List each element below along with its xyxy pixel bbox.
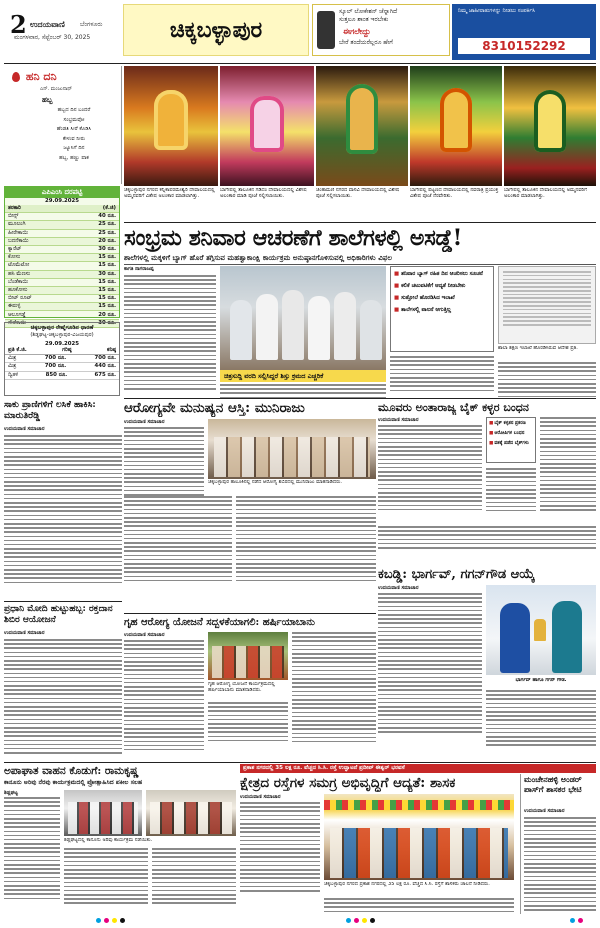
registration-dot <box>370 918 375 923</box>
highlight-item: ■ ಶನಿವಾರ ಬ್ಯಾಗ್ ರಹಿತ ದಿನ ಆಚರಿಸಲು ಸೂಚನೆ <box>394 271 483 277</box>
registration-dot <box>96 918 101 923</box>
bullet-icon: ■ <box>394 271 400 277</box>
apmc-row <box>5 279 119 287</box>
goddess-photo-5 <box>504 66 596 186</box>
apmc-price: 15 ರೂ. <box>98 278 116 285</box>
apmc-price: 15 ರೂ. <box>98 286 116 293</box>
photo-caption-5: ಬಾಗೇಪಲ್ಲಿ ತಾಲೂಕಿನ ದೇವಾಲಯದಲ್ಲಿ ಅಮ್ಮನವರಿಗೆ ಅಲಂಕಾರ ಮಾಡಲಾಗಿತ್ತು. <box>504 188 587 199</box>
lead-rule <box>124 264 596 265</box>
silk-cell-max: 700 ರೂ. <box>44 363 67 370</box>
apmc-item: ಹಸಿ ಮೆಣಸು <box>8 270 31 277</box>
arrest-highlight-item: ■ ಬೈಕ್ ಕಳ್ಳತನ ಪ್ರಕರಣ <box>489 421 526 426</box>
story-health-scheme-byline: ಉದಯವಾಣಿ ಸಮಾಚಾರ <box>124 632 165 638</box>
registration-dot <box>120 918 125 923</box>
masthead <box>0 0 600 68</box>
section-title: ಚಿಕ್ಕಬಳ್ಳಾಪುರ <box>169 18 263 43</box>
apmc-price: 15 ರೂ. <box>98 295 116 302</box>
photo-row <box>124 66 596 222</box>
highlight-item: ■ ಸುತ್ತೋಲೆ ಹೊರಡಿಸಿದ ಇಲಾಖೆ <box>394 295 455 301</box>
health-story-body-2 <box>124 496 232 581</box>
silk-cell-min: 675 ರೂ. <box>94 371 116 378</box>
honey-author: ಎನ್. ಮಂಜುನಾಥ್ <box>40 86 73 92</box>
apmc-price: 20 ರೂ. <box>98 237 116 244</box>
story-health-scheme-body-2 <box>208 702 288 741</box>
silk-table <box>4 319 120 396</box>
silk-header-cell: ಪ್ರತಿ ಕೆ.ಜಿ. <box>8 347 27 354</box>
story-kabaddi <box>378 566 596 750</box>
apmc-table <box>4 186 120 326</box>
apmc-item: ಸೌತೆಕಾಯಿ <box>8 319 27 326</box>
lead-highlights-box <box>390 266 494 352</box>
photo-caption-4: ಬಾಗೇಪಲ್ಲಿ ಪಟ್ಟಣದ ದೇವಾಲಯದಲ್ಲಿ ನವರಾತ್ರಿ ಪ್ರಯುಕ್ತ ವಿಶೇಷ ಪೂಜೆ ನೆರವೇರಿತು. <box>410 188 499 199</box>
page-number: 2 <box>10 10 27 39</box>
apmc-price: 25 ರೂ. <box>98 221 116 228</box>
silk-cell-name: ದ್ವಿತಳಿ <box>8 371 19 378</box>
deity-figure <box>250 96 284 152</box>
modi-top-rule <box>4 601 122 602</box>
apmc-item: ಬೀಟ್ ರೂಟ್ <box>8 295 32 302</box>
people-group <box>214 437 370 477</box>
story-underpass-headline: ಮಂಚೇನಹಳ್ಳಿ ಅಂಡರ್ ಪಾಸ್‌ಗೆ ಶಾಸಕರ ಭೇಟಿ <box>524 774 582 794</box>
highlight-item: ■ ಶಾಲೆಗಳಲ್ಲಿ ಪಾಲನೆ ಆಗುತ್ತಿಲ್ಲ <box>394 307 452 313</box>
registration-dot <box>354 918 359 923</box>
student-figure <box>360 300 382 360</box>
apmc-item: ಹೂಕೋಸು <box>8 286 28 293</box>
silk-cell-name: ಮಿಶ್ರ <box>8 355 17 362</box>
apmc-price: 15 ರೂ. <box>98 262 116 269</box>
story-mla <box>240 764 596 914</box>
arrest-highlight-item: ■ ವಶಕ್ಕೆ ಪಡೆದ ಬೈಕ್‌ಗಳು <box>489 441 529 446</box>
deity-figure <box>154 90 188 150</box>
bottom-section-rule <box>4 762 596 763</box>
apmc-row <box>5 213 119 221</box>
story-mla-body-2 <box>324 898 514 912</box>
trophy-icon <box>534 619 546 641</box>
story-health-body <box>124 427 204 496</box>
apmc-item: ಕ್ಯಾರೆಟ್ <box>8 246 22 253</box>
ramakrishna-photo-2 <box>146 790 236 836</box>
ad-line-1: ಸ್ಕೂಲ್‌ ಲೋಕೇಶನ್ ಚೆನ್ನಾಗಿದೆ <box>339 8 398 15</box>
story-arrest-body-2 <box>540 417 596 511</box>
student-figure <box>230 300 252 360</box>
document-text-lines <box>499 267 595 330</box>
apmc-rows <box>5 213 119 328</box>
honey-column <box>4 66 122 184</box>
poem-line: ಜ್ಯೂಸಿಗೆ ದಿನ <box>63 145 85 152</box>
silk-header-cell: ಕನಿಷ್ಠ <box>106 347 116 354</box>
apmc-price: 15 ರೂ. <box>98 303 116 310</box>
apmc-date: 29.09.2025 <box>44 198 80 204</box>
apmc-row <box>5 246 119 254</box>
silk-cell-name: ಮಿಶ್ರ <box>8 363 17 370</box>
people-group <box>150 802 232 834</box>
apmc-header-price: (ಕೆ.ಜಿ) <box>102 205 116 212</box>
story-kabaddi-headline: ಕಬಡ್ಡಿ: ಭಾರ್ಗವ್, ಗಗನ್‌ಗೌಡ ಆಯ್ಕೆ <box>378 567 535 582</box>
apmc-row <box>5 287 119 295</box>
story-modi <box>4 604 122 760</box>
apmc-item: ಆಲೂಗಡ್ಡೆ <box>8 311 26 318</box>
story-mla-body <box>240 802 320 892</box>
bullet-icon: ■ <box>489 421 494 426</box>
apmc-row <box>5 221 119 229</box>
apmc-row <box>5 238 119 246</box>
poem-line: ಹಬ್ಬದ ದಿನ ಬಂದರೆ <box>57 107 91 113</box>
apmc-item: ಈರುಳ್ಳಿ <box>8 303 21 310</box>
ad-line-4: ಬೇರೆ ತಂದೆಯರೆಲ್ಲರೂ ಹೇಗೆ <box>339 39 393 46</box>
story-ramakrishna-subheadline: ಕಾನೂನು ಅರಿವು ನೆರವು ಕಾರ್ಯಕ್ರಮದಲ್ಲಿ ಪ್ರೋತ್ಸಾಹಿಸಿದ ಪಕೀಲ ಸಲಹ <box>4 779 143 786</box>
apmc-row <box>5 262 119 270</box>
apmc-item: ಬೀನ್ಸ್ <box>8 213 19 220</box>
lead-headline: ಸಂಭ್ರಮ ಶನಿವಾರ ಆಚರಣೆಗೆ ಶಾಲೆಗಳಲ್ಲಿ ಅಸಡ್ಡೆ! <box>124 225 462 251</box>
road-inauguration-photo <box>324 794 514 880</box>
honey-logo-text: ಹನಿ ದನಿ <box>25 70 57 83</box>
apmc-price: 30 ರೂ. <box>98 246 116 253</box>
player-figure <box>500 603 530 673</box>
people-group <box>330 828 508 878</box>
apmc-price: 20 ರೂ. <box>98 311 116 318</box>
lead-story <box>124 266 596 396</box>
silk-cell-max: 700 ರೂ. <box>44 355 67 362</box>
story-underpass-byline: ಉದಯವಾಣಿ ಸಮಾಚಾರ <box>524 808 565 814</box>
arrest-story-body-4 <box>378 526 596 549</box>
poem-lines <box>30 106 118 164</box>
apmc-row <box>5 295 119 303</box>
story-ramakrishna <box>4 764 236 914</box>
story-mla-byline: ಉದಯವಾಣಿ ಸಮಾಚಾರ <box>240 794 281 800</box>
ramakrishna-photo-caption: ಶಿಡ್ಲಘಟ್ಟದಲ್ಲಿ ಕಾನೂನು ಅರಿವು ಕಾರ್ಯಕ್ರಮ ನಡೆಯಿತು. <box>64 838 153 843</box>
story-health-headline: ಆರೋಗ್ಯವೇ ಮನುಷ್ಯನ ಆಸ್ತಿ: ಮುನಿರಾಜು <box>124 400 305 416</box>
story-ramakrishna-body-2 <box>64 848 148 904</box>
lead-body <box>124 275 216 390</box>
apmc-row <box>5 311 119 319</box>
health-scheme-caption: ಗೃಹ ಆರೋಗ್ಯ ಯೋಜನೆ ಕಾರ್ಯಕ್ರಮದಲ್ಲಿ ಹರ್ಷಿಯಾಬಾನು ಮಾತನಾಡಿದರು. <box>208 682 275 693</box>
people-group <box>212 646 284 678</box>
registration-dot <box>578 918 583 923</box>
silk-cell-max: 850 ರೂ. <box>45 371 68 378</box>
lead-byline: ಕಾಗತಿ ನಾಗರಾಜಪ್ಪ <box>124 266 154 272</box>
arrest-highlight-item: ■ ಆರೋಪಿಗಳ ಬಂಧನ <box>489 431 525 436</box>
kabaddi-photo-caption: ಭಾರ್ಗವ್ ಹಾಗೂ ಗಗನ್ ಗೌಡ. <box>515 678 567 683</box>
story-arrest-byline: ಉದಯವಾಣಿ ಸಮಾಚಾರ <box>378 417 419 423</box>
story-modi-body <box>4 639 122 754</box>
poem-line: ಕೇಳುವ ನೀರು <box>62 135 86 142</box>
students-photo-caption: ಚಿತ್ರಸುದ್ದಿ ವರದಿ ಸಲ್ಲಿಸಿದ್ದರೆ ಶಿಸ್ತು ಕ್ರಮದ ಎಚ್ಚರಿಕೆ <box>220 370 386 382</box>
lead-body-col-4 <box>498 362 596 397</box>
left-story-headline: ಸಾಕು ಪ್ರಾಣಿಗಳಿಗೆ ಲಸಿಕೆ ಹಾಕಿಸಿ: ಮಾರುತಿರೆಡ್ಡಿ <box>4 400 96 421</box>
registration-dot <box>570 918 575 923</box>
goddess-photo-1 <box>124 66 218 186</box>
apmc-header-item: ತರಕಾರಿ <box>8 205 21 212</box>
story-ramakrishna-body-3 <box>152 848 236 904</box>
health-camp-caption: ಚಿಕ್ಕಬಳ್ಳಾಪುರ ತಾಲೂಕಿನಲ್ಲಿ ನಡೆದ ಆರೋಗ್ಯ ಶಿಬಿರದಲ್ಲಿ ಮುನಿರಾಜು ಮಾತನಾಡಿದರು. <box>208 480 342 485</box>
ad-phone-graphic <box>317 11 335 49</box>
section-title-box <box>123 4 309 56</box>
apmc-row <box>5 254 119 262</box>
silk-row <box>5 355 119 363</box>
story-ramakrishna-headline: ಅಪಾಘಾತ ವಾಹನ ಕೊಡುಗೆ: ರಾಮಕೃಷ್ಣ <box>4 765 139 777</box>
students-photo <box>220 266 386 370</box>
story-health-scheme <box>124 616 376 760</box>
apmc-price: 15 ರೂ. <box>98 254 116 261</box>
goddess-photo-2 <box>220 66 314 186</box>
ad-line-3: ಈಗಲೇದ್ದು <box>343 27 371 36</box>
lead-col-1 <box>124 266 216 396</box>
apmc-price: 30 ರೂ. <box>98 319 116 326</box>
story-arrest-body-1 <box>378 425 482 510</box>
apmc-row <box>5 271 119 279</box>
apmc-price: 40 ರೂ. <box>98 213 116 220</box>
health-camp-photo <box>208 419 376 479</box>
story-arrest-headline: ಮೂವರು ಅಂತಾರಾಜ್ಯ ಬೈಕ್ ಕಳ್ಳರ ಬಂಧನ <box>378 401 529 414</box>
flower-garland <box>324 800 514 810</box>
story-underpass-body <box>524 817 596 911</box>
ad-line-2: ಸುತ್ತಲೂ ಶಾಂತ ಇರಬೇಕು <box>339 16 389 23</box>
highlight-item: ■ ಕಲಿಕೆ ಚಟುವಟಿಕೆಗೆ ಆದ್ಯತೆ ನೀಡಬೇಕು <box>394 283 466 289</box>
registration-dot <box>362 918 367 923</box>
order-document-image <box>498 266 596 344</box>
story-mla-headline: ಕ್ಷೇತ್ರದ ರಸ್ತೆಗಳ ಸಮಗ್ರ ಅಭಿವೃದ್ಧಿಗೆ ಆದ್ಯತೆ: ಶಾಸಕ <box>240 775 456 791</box>
ad-2-phone: 8310152292 <box>458 38 590 54</box>
story-health-byline: ಉದಯವಾಣಿ ಸಮಾಚಾರ <box>124 419 165 425</box>
player-figure <box>552 601 582 673</box>
registration-dot <box>112 918 117 923</box>
story-ramakrishna-body <box>4 797 60 899</box>
story-arrest-body-3 <box>486 468 536 511</box>
registration-marks <box>0 916 600 926</box>
header-ad-2 <box>452 4 596 60</box>
left-story-byline: ಉದಯವಾಣಿ ಸಮಾಚಾರ <box>4 426 45 432</box>
silk-cell-min: 700 ರೂ. <box>94 355 116 362</box>
bullet-icon: ■ <box>489 431 494 436</box>
people-group <box>68 802 138 834</box>
apmc-item: ಟೊಮೆಟೋ <box>8 262 30 269</box>
registration-dot <box>346 918 351 923</box>
silk-row <box>5 372 119 380</box>
story-kabaddi-byline: ಉದಯವಾಣಿ ಸಮಾಚಾರ <box>378 585 419 591</box>
photo-row-rule <box>124 222 596 223</box>
apmc-price: 25 ರೂ. <box>98 229 116 236</box>
silk-rows <box>5 355 119 380</box>
kabaddi-players-photo <box>486 585 596 675</box>
story-kabaddi-body <box>378 593 482 733</box>
registration-dot <box>104 918 109 923</box>
poem-title: ಹಬ್ಬ <box>42 96 53 104</box>
left-story-body <box>4 435 122 583</box>
ramakrishna-photo-1 <box>64 790 142 836</box>
goddess-photo-3 <box>316 66 408 186</box>
road-inauguration-caption: ಚಿಕ್ಕಬಳ್ಳಾಪುರ ನಗರದ ಪ್ರಕಾಶ ನಗರದಲ್ಲಿ 35 ಲಕ್ಷ ರೂ. ವೆಚ್ಚದ ಸಿ.ಸಿ. ರಸ್ತೆಗೆ ಶಾಸಕರು ಚಾಲನೆ ನೀಡಿದರು. <box>324 882 490 887</box>
story-ramakrishna-byline: ಶಿಡ್ಲಘಟ್ಟ <box>4 790 18 796</box>
silk-cell-min: 440 ರೂ. <box>94 363 116 370</box>
apmc-item: ಬದನೆಕಾಯಿ <box>8 237 29 244</box>
honey-logo <box>12 70 57 84</box>
health-scheme-top-rule <box>124 613 376 614</box>
story-modi-byline: ಉದಯವಾಣಿ ಸಮಾಚಾರ <box>4 630 45 636</box>
story-kabaddi-body-2 <box>486 690 596 746</box>
student-figure <box>282 290 304 360</box>
apmc-row <box>5 230 119 238</box>
date-line: ಮಂಗಳವಾರ, ಸೆಪ್ಟೆಂಬರ್ 30, 2025 <box>14 34 91 41</box>
edition-city: ಬೆಂಗಳೂರು <box>80 21 103 28</box>
story-health-scheme-headline: ಗೃಹ ಆರೋಗ್ಯ ಯೋಜನೆ ಸದ್ಬಳಕೆಯಾಗಲಿ: ಹರ್ಷಿಯಾಬಾನು <box>124 617 315 628</box>
order-document-caption: ಶಾಲಾ ಶಿಕ್ಷಣ ಇಲಾಖೆ ಹೊರಡಿಸಿರುವ ಆದೇಶ ಪ್ರತಿ. <box>498 346 578 351</box>
lead-body-bottom <box>220 384 386 398</box>
paper-name: ಉದಯವಾಣಿ <box>30 20 65 29</box>
silk-date: 29.09.2025 <box>44 341 80 347</box>
left-story <box>4 400 122 600</box>
story-health-scheme-body-3 <box>292 632 376 742</box>
lead-bottom-rule <box>124 398 596 399</box>
silk-row <box>5 363 119 371</box>
student-figure <box>256 294 278 360</box>
deity-figure <box>534 90 566 152</box>
apmc-item: ಬೆಂಡೆಕಾಯಿ <box>8 278 29 285</box>
health-story-body-3 <box>236 496 376 581</box>
apmc-header-row <box>5 205 119 213</box>
ad-2-text: ನಿಮ್ಮ ಜಾಹೀರಾತುಗಳನ್ನು ನೀಡಲು ಸಂಪರ್ಕಿಸಿ <box>458 8 535 14</box>
student-figure <box>308 296 330 360</box>
story-modi-headline: ಪ್ರಧಾನಿ ಮೋದಿ ಹುಟ್ಟುಹಬ್ಬ: ರಕ್ತದಾನ ಶಿಬಿರ ಆಯೋಜನೆ <box>4 604 113 625</box>
story-mla-kicker: ಪ್ರಕಾಶ ನಗರದಲ್ಲಿ 35 ಲಕ್ಷ ರೂ. ವೆಚ್ಚದ ಸಿ.ಸಿ. ರಸ್ತೆ ಉದ್ಘಾಟನೆ ಪ್ರದೀಪ್ ಈಶ್ವರ್ ಭರವಸೆ <box>240 764 596 773</box>
poem-line: ಹೆಂಡತಿ ಸೀರೆ ಕೊಡಿಸಿ <box>56 126 92 133</box>
honey-drop-icon <box>12 72 20 82</box>
apmc-item: ಹೀರೇಕಾಯಿ <box>8 229 28 236</box>
photo-caption-1: ಚಿಕ್ಕಬಳ್ಳಾಪುರ ನಗರದ ಕನ್ನಿಕಾಪರಮೇಶ್ವರಿ ದೇವಾಲಯದಲ್ಲಿ ಅಮ್ಮನವರಿಗೆ ವಿಶೇಷ ಅಲಂಕಾರ ಮಾಡಲಾಗಿತ್ತು. <box>124 188 215 199</box>
photo-caption-2: ಬಾಗೇಪಲ್ಲಿ ತಾಲೂಕಿನ ಗಡಿದಂ ದೇವಾಲಯದಲ್ಲಿ ವಿಶೇಷ ಅಲಂಕಾರ ಮಾಡಿ ಪೂಜೆ ಸಲ್ಲಿಸಲಾಯಿತು. <box>220 188 307 199</box>
story-underpass <box>520 774 596 914</box>
bullet-icon: ■ <box>394 295 400 301</box>
story-health-scheme-body <box>124 640 204 750</box>
header-rule <box>4 63 596 64</box>
apmc-item: ಮೂಲಂಗಿ <box>8 221 26 228</box>
bullet-icon: ■ <box>394 307 400 313</box>
bullet-icon: ■ <box>394 283 400 289</box>
lead-subheadline: ಶಾಲೆಗಳಲ್ಲಿ ಮಕ್ಕಳಿಗೆ ಬ್ಯಾಗ್ ಹೊರೆ ತಗ್ಗಿಸುವ ಮಹತ್ವಾಕಾಂಕ್ಷಿ ಕಾರ್ಯಕ್ರಮ ಅನುಷ್ಠಾನಗೊಳಿಸುವಲ್ಲಿ ಅಧಿಕಾರಿಗಳು ವಿಫಲ <box>124 253 393 262</box>
silk-header-cell: ಗರಿಷ್ಠ <box>62 347 72 354</box>
apmc-item: ಕೋಸು <box>8 254 21 261</box>
goddess-photo-4 <box>410 66 502 186</box>
deity-figure <box>346 84 378 154</box>
story-arrest <box>378 400 596 524</box>
apmc-price: 30 ರೂ. <box>98 270 116 277</box>
silk-header-row <box>5 347 119 355</box>
apmc-row <box>5 303 119 311</box>
header-ad-1 <box>312 4 450 56</box>
apmc-title: ಎಪಿಎಂಸಿ ದರಪಟ್ಟಿ <box>5 187 119 198</box>
poem-line: ಹಬ್ಬ, ಹಣ್ಣು ಪಾಕ <box>59 154 89 161</box>
arrest-highlights <box>486 417 536 463</box>
deity-figure <box>440 88 472 152</box>
lead-body-col-3 <box>390 356 494 391</box>
bullet-icon: ■ <box>489 441 494 446</box>
silk-title: ಚಿಕ್ಕಬಳ್ಳಾಪುರ ರೇಷ್ಮೆಗೂಡಿನ ಧಾರಣೆ <box>30 325 94 331</box>
silk-subtitle: (ಶಿಡ್ಲಘಟ್ಟ-ಚಿಕ್ಕಬಳ್ಳಾಪುರ-ವಿಜಯಪುರ) <box>30 332 94 338</box>
photo-caption-3: ಚಿಂತಾಮಣಿ ನಗರದ ವಾಸವಿ ದೇವಾಲಯದಲ್ಲಿ ವಿಶೇಷ ಪೂಜೆ ಸಲ್ಲಿಸಲಾಯಿತು. <box>316 188 400 199</box>
story-health <box>124 400 376 504</box>
student-figure <box>334 292 356 360</box>
poem-line: ಸಂಭ್ರಮವೋ <box>63 116 85 123</box>
health-scheme-photo <box>208 632 288 680</box>
